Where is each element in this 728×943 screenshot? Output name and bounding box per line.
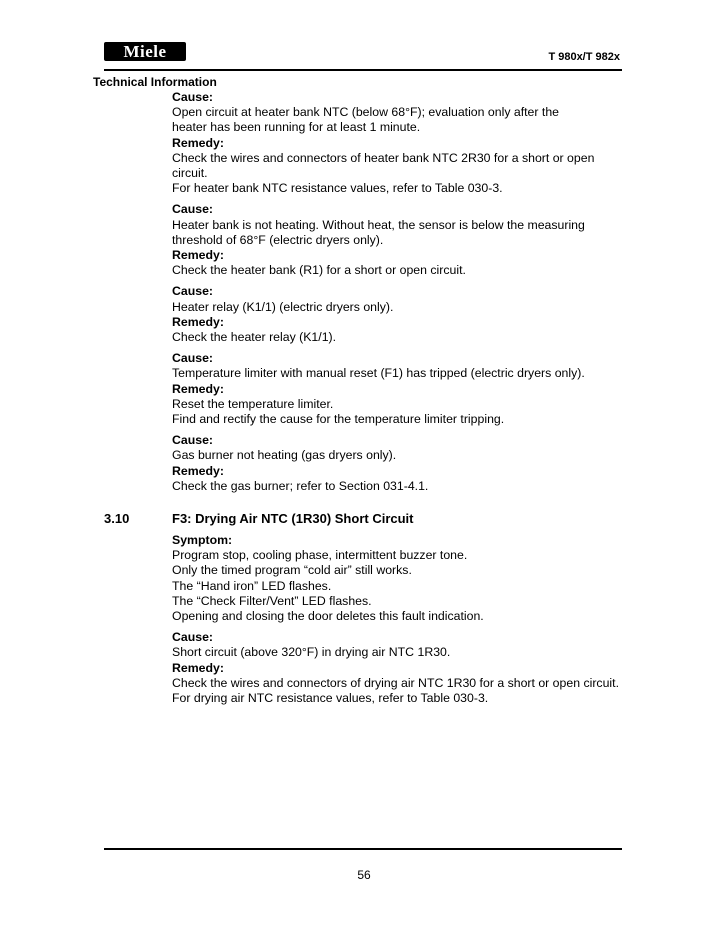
symptom-text: The “Check Filter/Vent” LED flashes. <box>172 593 372 608</box>
cause-remedy-block <box>172 90 652 196</box>
cause-text: Gas burner not heating (gas dryers only). <box>172 448 397 463</box>
remedy-text: Check the wires and connectors of heater bank NTC 2R30 for a short or open <box>172 150 595 165</box>
cause-remedy-block <box>172 284 652 345</box>
remedy-label: Remedy: <box>172 248 224 263</box>
cause-remedy-block <box>172 433 652 494</box>
remedy-text: Check the wires and connectors of drying air NTC 1R30 for a short or open circuit. <box>172 675 619 690</box>
footer-rule <box>104 848 622 850</box>
remedy-text: For heater bank NTC resistance values, refer to Table 030-3. <box>172 181 503 196</box>
remedy-label: Remedy: <box>172 314 224 329</box>
remedy-text: Find and rectify the cause for the temperature limiter tripping. <box>172 412 505 427</box>
remedy-label: Remedy: <box>172 135 224 150</box>
remedy-label: Remedy: <box>172 463 224 478</box>
section-number: 3.10 <box>104 511 130 526</box>
cause-label: Cause: <box>172 351 214 366</box>
remedy-text: Check the heater bank (R1) for a short or open circuit. <box>172 263 466 278</box>
cause-text: Open circuit at heater bank NTC (below 68°F); evaluation only after the <box>172 105 559 120</box>
cause-text: threshold of 68°F (electric dryers only). <box>172 232 384 247</box>
cause-text: Short circuit (above 320°F) in drying air NTC 1R30. <box>172 645 451 660</box>
cause-text: Heater bank is not heating. Without heat, the sensor is below the measuring <box>172 217 585 232</box>
symptom-text: Only the timed program “cold air” still works. <box>172 563 412 578</box>
cause-remedy-block <box>172 351 652 427</box>
section-label: Technical Information <box>93 75 217 89</box>
symptom-text: Opening and closing the door deletes this fault indication. <box>172 609 484 624</box>
cause-remedy-block <box>172 202 652 278</box>
fault-causes-list <box>172 90 652 500</box>
section-title: F3: Drying Air NTC (1R30) Short Circuit <box>172 511 414 526</box>
cause-label: Cause: <box>172 202 214 217</box>
symptom-text: Program stop, cooling phase, intermittent buzzer tone. <box>172 548 468 563</box>
section-body <box>172 533 652 712</box>
symptom-block <box>172 533 652 624</box>
remedy-label: Remedy: <box>172 381 224 396</box>
page-number: 56 <box>357 868 371 882</box>
remedy-text: circuit. <box>172 166 208 181</box>
remedy-text: Check the heater relay (K1/1). <box>172 330 337 345</box>
cause-text: heater has been running for at least 1 minute. <box>172 120 421 135</box>
cause-label: Cause: <box>172 284 214 299</box>
remedy-label: Remedy: <box>172 660 224 675</box>
symptom-text: The “Hand iron” LED flashes. <box>172 578 332 593</box>
cause-label: Cause: <box>172 433 214 448</box>
symptom-label: Symptom: <box>172 533 233 547</box>
cause-label: Cause: <box>172 90 214 104</box>
cause-label: Cause: <box>172 630 214 645</box>
model-number: T 980x/T 982x <box>548 51 620 63</box>
cause-text: Temperature limiter with manual reset (F1) has tripped (electric dryers only). <box>172 366 585 381</box>
header-rule <box>104 69 622 71</box>
remedy-text: For drying air NTC resistance values, refer to Table 030-3. <box>172 691 489 706</box>
cause-remedy-block <box>172 630 652 706</box>
cause-text: Heater relay (K1/1) (electric dryers only). <box>172 299 394 314</box>
miele-logo: Miele <box>104 42 186 61</box>
remedy-text: Reset the temperature limiter. <box>172 396 334 411</box>
remedy-text: Check the gas burner; refer to Section 031-4.1. <box>172 478 429 493</box>
